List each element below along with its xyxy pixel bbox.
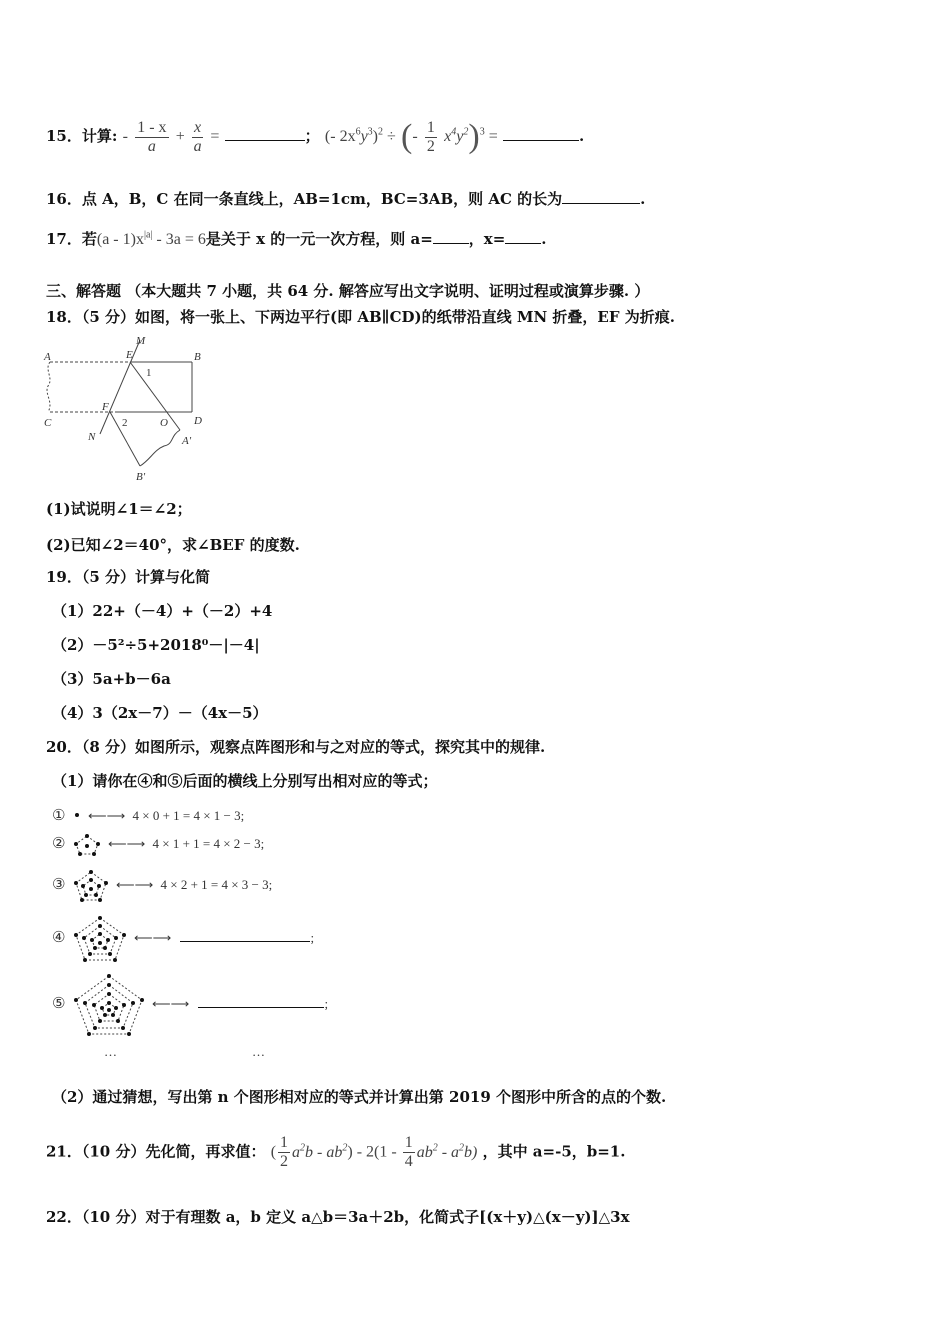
label-A: A xyxy=(44,351,51,363)
q15-answer-blank-2[interactable] xyxy=(503,126,579,141)
q15-answer-blank-1[interactable] xyxy=(225,126,305,141)
q15-fraction-half: $\frac{1}{2}$ xyxy=(426,118,435,155)
dot-pattern-row-4: ④ ⟵⟶ ; xyxy=(52,916,314,962)
q17-equation: $(a - 1)x^{|a|} - 3a = 6$ xyxy=(96,229,206,248)
label-A-prime: A' xyxy=(182,435,192,447)
dot-pattern-row-5: ⑤ ⟵⟶ ; xyxy=(52,974,328,1036)
label-angle-2: 2 xyxy=(122,417,128,429)
ellipsis-right: … xyxy=(252,1044,265,1059)
question-15: 15．计算: - $\frac{1 - x}{a}$ + $\frac{x}{a}$ = ； (- $2x^6y^3)^2$ ÷ (- $\frac{1}{2}$ $x^4y^2)^3$ = . xyxy=(46,118,585,155)
q17-number: 17．若 xyxy=(46,230,97,248)
q16-text: 16．点 A，B，C 在同一条直线上，AB=1cm，BC=3AB，则 AC 的长为 xyxy=(46,190,563,208)
question-16: 16．点 A，B，C 在同一条直线上，AB=1cm，BC=3AB，则 AC 的长为 . xyxy=(46,190,646,208)
question-20-title: 20．（8 分）如图所示，观察点阵图形和与之对应的等式，探究其中的规律. xyxy=(46,738,546,756)
dot-pattern-row-1: ① ⟵⟶ 4 × 0 + 1 = 4 × 1 − 3; xyxy=(52,806,245,824)
row-1-equation: 4 × 0 + 1 = 4 × 1 − 3; xyxy=(132,808,245,823)
label-F: F xyxy=(102,401,109,413)
row-3-equation: 4 × 2 + 1 = 4 × 3 − 3; xyxy=(160,876,273,892)
q17-text: 是关于 x 的一元一次方程，则 a= xyxy=(205,230,433,248)
q18-folded-strip-figure xyxy=(40,334,220,484)
label-E: E xyxy=(126,349,133,361)
label-B-prime: B' xyxy=(136,471,146,483)
question-17: 17．若$(a - 1)x^{|a|} - 3a = 6$是关于 x 的一元一次方程，则 a= ，x= . xyxy=(46,229,547,248)
q19-item-1: （1）22+（－4）+（－2）+4 xyxy=(52,602,273,620)
question-19-title: 19．（5 分）计算与化简 xyxy=(46,568,211,586)
row-2-equation: 4 × 1 + 1 = 4 × 2 − 3; xyxy=(152,836,265,851)
label-B: B xyxy=(194,351,201,363)
q21-number: 21．（10 分）先化简，再求值： xyxy=(46,1142,266,1161)
q21-fraction-quarter: $\frac{1}{4}$ xyxy=(404,1134,413,1170)
q15-fraction-1: $\frac{1 - x}{a}$ xyxy=(137,118,167,155)
q15-separator: ； xyxy=(304,127,320,145)
section-3-heading: 三、解答题 （本大题共 7 小题，共 64 分. 解答应写出文字说明、证明过程或演算步骤. ） xyxy=(46,282,650,300)
row-4-answer-blank[interactable] xyxy=(180,927,310,942)
q15-fraction-2: $\frac{x}{a}$ xyxy=(193,118,202,155)
dot-pattern-row-3: ③ ⟵⟶ 4 × 2 + 1 = 4 × 3 − 3; xyxy=(52,870,272,902)
label-angle-1: 1 xyxy=(146,367,152,379)
ellipsis-left: … xyxy=(104,1044,117,1059)
question-18: 18．（5 分）如图，将一张上、下两边平行(即 AB∥CD)的纸带沿直线 MN 折叠，EF 为折痕. xyxy=(46,308,675,326)
q21-fraction-half: $\frac{1}{2}$ xyxy=(280,1134,289,1170)
q21-tail: ，其中 a=-5，b=1. xyxy=(482,1142,626,1161)
q19-item-2: （2）－5²÷5+2018⁰－|－4| xyxy=(52,636,260,654)
q18-part-1: (1)试说明∠1＝∠2； xyxy=(46,500,192,518)
question-22: 22．（10 分）对于有理数 a，b 定义 a△b＝3a＋2b，化简式子[(x＋y)△(x－y)]△3x xyxy=(46,1208,630,1226)
q19-item-3: （3）5a+b－6a xyxy=(52,670,171,688)
label-N: N xyxy=(88,431,96,443)
label-M: M xyxy=(136,335,146,347)
label-D: D xyxy=(194,415,202,427)
q19-item-4: （4）3（2x－7）－（4x－5） xyxy=(52,704,268,722)
question-21: 21．（10 分）先化简，再求值： ( $\frac{1}{2}$ $a^2b - ab^2) - 2(1$ - $\frac{1}{4}$ $ab^2 - a^2b$) ，其中 a=-5，b=1. xyxy=(46,1134,626,1170)
q20-part-2: （2）通过猜想，写出第 n 个图形相对应的等式并计算出第 2019 个图形中所含的点的个数. xyxy=(52,1088,667,1106)
label-C: C xyxy=(44,417,52,429)
q16-answer-blank[interactable] xyxy=(562,189,640,204)
q15-number: 15． xyxy=(46,127,82,145)
q15-label: 计算: xyxy=(81,127,118,145)
q18-part-2: (2)已知∠2＝40°，求∠BEF 的度数. xyxy=(46,536,300,554)
q15-expression-2: (- $2x^6y^3)^2$ ÷ xyxy=(324,126,396,145)
label-O: O xyxy=(160,417,168,429)
q20-part-1: （1）请你在④和⑤后面的横线上分别写出相对应的等式； xyxy=(52,772,438,790)
row-5-answer-blank[interactable] xyxy=(198,993,324,1008)
q17-answer-blank-a[interactable] xyxy=(433,229,469,244)
dot-pattern-row-2: ② ⟵⟶ 4 × 1 + 1 = 4 × 2 − 3; xyxy=(52,834,264,856)
q17-answer-blank-x[interactable] xyxy=(505,229,541,244)
